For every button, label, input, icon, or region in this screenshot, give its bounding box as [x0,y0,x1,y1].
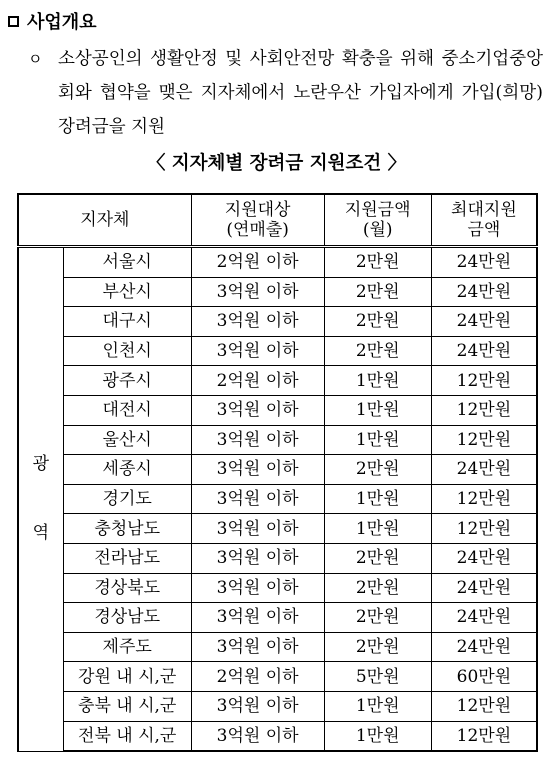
cell-amount: 2만원 [324,573,431,603]
cell-target: 3억원 이하 [191,514,324,544]
cell-amount: 5만원 [324,662,431,692]
cell-max: 12만원 [431,691,537,721]
cell-region: 경기도 [63,484,191,514]
table-title: 〈 지자체별 장려금 지원조건 〉 [146,153,407,174]
table-row [18,277,537,307]
table-row [18,603,537,633]
cell-max: 60만원 [431,662,537,692]
header-max-line1: 최대지원 [451,200,517,220]
cell-amount: 2만원 [324,603,431,633]
cell-region: 강원 내 시,군 [63,662,191,692]
header-region-label: 지자체 [80,210,130,230]
cell-target: 3억원 이하 [191,573,324,603]
group-label-2: 역 [32,523,50,544]
cell-region: 부산시 [63,277,191,307]
cell-target: 2억원 이하 [191,662,324,692]
section-heading [8,8,97,34]
table-row [18,247,537,278]
cell-region: 전북 내 시,군 [63,721,191,751]
cell-target: 3억원 이하 [191,721,324,751]
cell-max: 12만원 [431,514,537,544]
cell-region: 서울시 [63,247,191,278]
header-max [431,194,537,247]
cell-max: 24만원 [431,307,537,337]
header-target [191,194,324,247]
table-row [18,721,537,751]
cell-amount: 1만원 [324,484,431,514]
cell-region: 광주시 [63,366,191,396]
cell-max: 24만원 [431,277,537,307]
cell-amount: 1만원 [324,366,431,396]
table-row [18,455,537,485]
header-region [18,194,191,247]
table-row [18,662,537,692]
cell-amount: 2만원 [324,307,431,337]
table-row [18,573,537,603]
overview-text: 소상공인의 생활안정 및 사회안전망 확충을 위해 중소기업중앙회와 협약을 맺은 지자체에서 노란우산 가입자에게 가입(희망)장려금을 지원 [58,49,543,137]
cell-target: 3억원 이하 [191,307,324,337]
cell-amount: 2만원 [324,632,431,662]
cell-max: 24만원 [431,336,537,366]
table-row [18,514,537,544]
cell-target: 3억원 이하 [191,691,324,721]
cell-max: 12만원 [431,484,537,514]
table-row [18,336,537,366]
cell-region: 울산시 [63,425,191,455]
group-label-1: 광 [32,454,50,475]
cell-target: 3억원 이하 [191,277,324,307]
cell-target: 3억원 이하 [191,543,324,573]
section-heading-text: 사업개요 [27,12,97,33]
cell-amount: 1만원 [324,514,431,544]
cell-region: 경상남도 [63,603,191,633]
cell-max: 24만원 [431,632,537,662]
table-header-row [18,194,537,247]
cell-region: 제주도 [63,632,191,662]
bullet-circle-icon: ㅇ [28,50,43,68]
cell-region: 대전시 [63,395,191,425]
table-row [18,425,537,455]
cell-amount: 2만원 [324,455,431,485]
checkbox-square-icon [8,16,19,27]
cell-amount: 2만원 [324,247,431,278]
cell-region: 충청남도 [63,514,191,544]
cell-max: 24만원 [431,543,537,573]
cell-region: 세종시 [63,455,191,485]
cell-target: 3억원 이하 [191,603,324,633]
cell-max: 12만원 [431,425,537,455]
table-row [18,366,537,396]
cell-max: 24만원 [431,573,537,603]
cell-region: 전라남도 [63,543,191,573]
cell-region: 대구시 [63,307,191,337]
cell-target: 2억원 이하 [191,247,324,278]
header-amount [324,194,431,247]
overview-bullet [28,42,543,144]
cell-amount: 1만원 [324,425,431,455]
table-row [18,543,537,573]
cell-max: 24만원 [431,455,537,485]
table-row [18,395,537,425]
support-conditions-table [17,193,538,752]
cell-amount: 2만원 [324,336,431,366]
cell-target: 3억원 이하 [191,455,324,485]
cell-max: 12만원 [431,721,537,751]
cell-max: 24만원 [431,603,537,633]
cell-target: 3억원 이하 [191,425,324,455]
cell-region: 충북 내 시,군 [63,691,191,721]
header-max-line2: 금액 [467,220,501,240]
cell-amount: 1만원 [324,691,431,721]
cell-target: 2억원 이하 [191,366,324,396]
cell-target: 3억원 이하 [191,632,324,662]
header-target-line2: (연매출) [226,220,289,240]
table-row [18,307,537,337]
cell-max: 12만원 [431,395,537,425]
table-row [18,484,537,514]
cell-max: 12만원 [431,366,537,396]
cell-amount: 2만원 [324,277,431,307]
table-row [18,691,537,721]
cell-target: 3억원 이하 [191,484,324,514]
cell-amount: 1만원 [324,395,431,425]
header-target-line1: 지원대상 [224,200,291,220]
cell-max: 24만원 [431,247,537,278]
cell-target: 3억원 이하 [191,395,324,425]
cell-amount: 2만원 [324,543,431,573]
cell-target: 3억원 이하 [191,336,324,366]
cell-region: 인천시 [63,336,191,366]
group-label-cell [18,247,63,752]
cell-amount: 1만원 [324,721,431,751]
table-row [18,632,537,662]
cell-region: 경상북도 [63,573,191,603]
header-amount-line1: 지원금액 [344,200,411,220]
header-amount-line2: (월) [362,220,393,240]
